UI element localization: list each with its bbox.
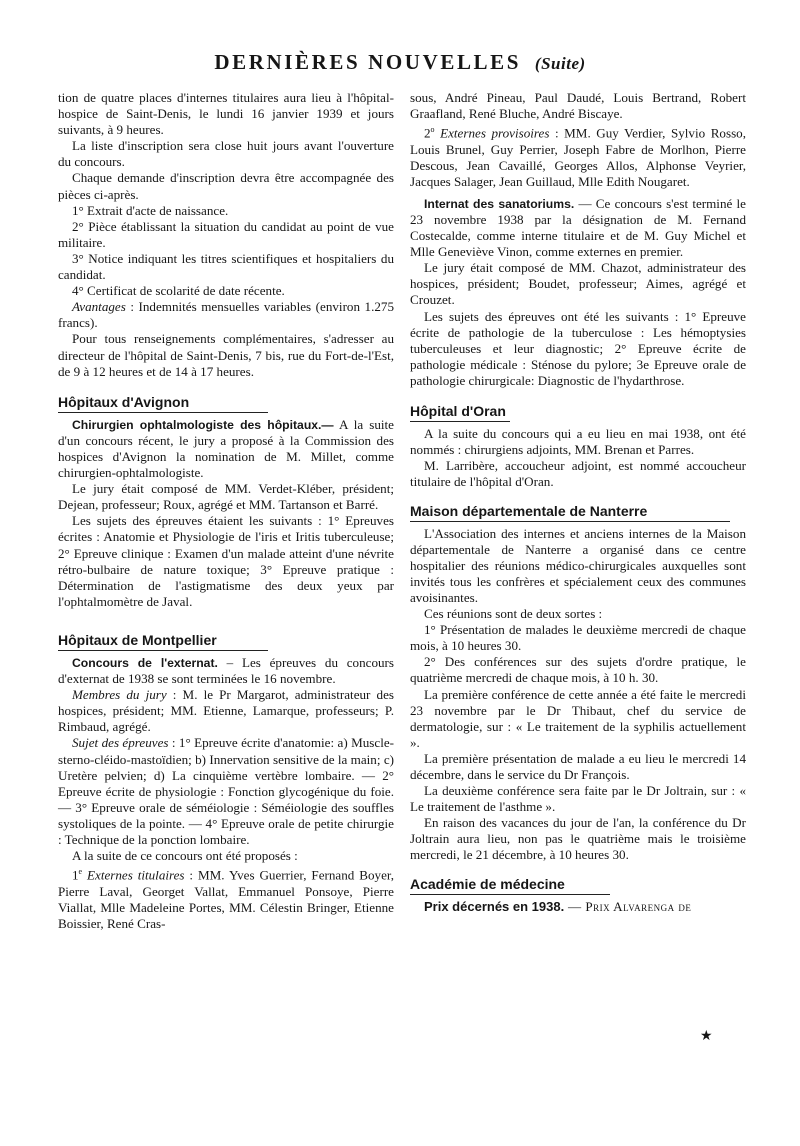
- sujet-text: : 1° Epreuve écrite d'anatomie: a) Muscle-sterno-cléido-mastoïdien; b) Innervation sensitive de la main; c) Uretère pelvien; d) La cinquième vertèbre lombaire. — 2° Epreuve écrite de physiologie : Fonction glycogénique du foie. — 3° Epreuve orale de séméiologie : Séméiologie des souffles systoliques de la pointe. — 4° Epreuve orale de petite chirurgie : Technique de la ponction lombaire.: [58, 735, 394, 848]
- section-heading-oran: Hôpital d'Oran: [410, 403, 510, 422]
- paragraph: [410, 899, 746, 915]
- paragraph: En raison des vacances du jour de l'an, la conférence du Dr Joltrain aura lieu, non pas le quatrième mais le troisième mercredi, le 21 décembre, à 10 heures 30.: [410, 815, 746, 863]
- jury-text: : M. le Pr Margarot, administrateur des hospices, président; MM. Etienne, Lamarque, professeurs; P. Rimbaud, agrégé.: [58, 687, 394, 735]
- run-in-heading: Internat des sanatoriums.: [424, 196, 575, 211]
- page-title: [0, 50, 800, 75]
- run-in-heading: Concours de l'externat.: [72, 656, 218, 670]
- paragraph: [58, 417, 394, 481]
- paragraph: Les sujets des épreuves étaient les suivants : 1° Epreuves écrites : Anatomie et Physiologie de l'iris et Iritis tuberculeuse; 2° Epreuve clinique : Examen d'un malade atteint d'une névrite rétro-bulbaire de nature toxique; 3° Epreuve pratique : Détermination de l'astigmatisme des deux yeux par l'ophtalmomètre de Javal.: [58, 513, 394, 609]
- run-in-heading: Prix décernés en 1938.: [424, 898, 565, 914]
- paragraph-avantages: [58, 299, 394, 331]
- paragraph: 4° Certificat de scolarité de date récente.: [72, 283, 285, 299]
- paragraph: 1° Extrait d'acte de naissance.: [72, 202, 229, 218]
- externes-provisoires-text: : MM. Guy Verdier, Sylvio Rosso, Louis Brunel, Guy Perrier, Joseph Fabre de Morlhon, Pierre Descous, Jean Cavaillé, Georges Allos, Alphonse Veyrier, Jacques Salager, Jean Guillaud, Mlle Edith Nougaret.: [410, 125, 746, 189]
- paragraph-text: — Prix Alvarenga de: [564, 898, 692, 914]
- paragraph: A la suite de ce concours ont été proposés :: [72, 848, 298, 864]
- avantages-label: Avantages: [72, 299, 126, 315]
- section-heading-avignon: Hôpitaux d'Avignon: [58, 394, 268, 413]
- section-heading-academie: Académie de médecine: [410, 876, 610, 895]
- paragraph: [58, 655, 394, 687]
- paragraph: 1e Externes titulaires : MM. Yves Guerrier, Fernand Boyer, Pierre Laval, Georget Vallat, Emmanuel Ponsoye, Pierre Viallat, Mlle Madeleine Portes, MM. Célestin Bringer, Etienne Boissier, René Cras-: [58, 867, 394, 931]
- run-in-heading: Chirurgien ophtalmologiste des hôpitaux.—: [72, 417, 334, 432]
- paragraph: L'Association des internes et anciens internes de la Maison départementale de Nanterre a organisé dans ce centre hospitalier des réunions médico-chirurgicales auxquelles sont invités tous les confrères et spécialement ceux des communes avoisinantes.: [410, 525, 746, 605]
- page-title-text: DERNIÈRES NOUVELLES: [214, 50, 522, 74]
- paragraph: A la suite du concours qui a eu lieu en mai 1938, ont été nommés : chirurgiens adjoints, MM. Brenan et Parres.: [410, 426, 746, 458]
- star-icon: ★: [700, 1028, 713, 1044]
- paragraph: [410, 196, 746, 260]
- sujet-label: Sujet des épreuves: [72, 735, 169, 751]
- avantages-text: : Indemnités mensuelles variables (environ 1.275 francs).: [58, 299, 394, 331]
- paragraph: Ces réunions sont de deux sortes :: [424, 606, 603, 622]
- externes-titulaires-text: : MM. Yves Guerrier, Fernand Boyer, Pierre Laval, Georget Vallat, Emmanuel Ponsoye, Pierre Viallat, Mlle Madeleine Portes, MM. Célestin Bringer, Etienne Boissier, René Cras-: [58, 867, 394, 931]
- paragraph: Le jury était composé de MM. Chazot, administrateur des hospices, président; Boudet, professeur; Aimes, agrégé et Crouzet.: [410, 260, 746, 308]
- paragraph-text: A la suite d'un concours récent, le jury a proposé à la Commission des hospices d'Avignon la nomination de M. Millet, comme chirurgien-ophtalmologiste.: [58, 416, 394, 481]
- jury-label: Membres du jury: [72, 687, 167, 703]
- paragraph: Chaque demande d'inscription devra être accompagnée des pièces ci-après.: [58, 170, 394, 202]
- paragraph: La première présentation de malade a eu lieu le mercredi 14 décembre, dans le service du Dr François.: [410, 750, 746, 783]
- paragraph: 2° Des conférences sur des sujets d'ordre pratique, le quatrième mercredi de chaque mois, à 10 h. 30.: [410, 654, 746, 686]
- paragraph-text: – Les épreuves du concours d'externat de 1938 se sont terminées le 16 novembre.: [58, 655, 394, 687]
- page-title-suite: (Suite): [534, 54, 586, 73]
- paragraph: [58, 735, 394, 848]
- paragraph: Pour tous renseignements complémentaires, s'adresser au directeur de l'hôpital de Saint-Denis, 7 bis, rue du Fort-de-l'Est, de 9 à 12 heures et de 14 à 17 heures.: [58, 331, 394, 379]
- paragraph: [58, 687, 394, 735]
- paragraph: La deuxième conférence sera faite par le Dr Joltrain, sur : « Le traitement de l'asthme ».: [410, 783, 746, 815]
- paragraph: sous, André Pineau, Paul Daudé, Louis Bertrand, Robert Graafland, René Bluche, André Biscaye.: [410, 90, 746, 122]
- paragraph: tion de quatre places d'internes titulaires aura lieu à l'hôpital-hospice de Saint-Denis, le lundi 16 janvier 1939 et jours suivants, à 9 heures.: [58, 90, 394, 138]
- externes-provisoires-label: Externes provisoires: [440, 125, 550, 141]
- paragraph: La première conférence de cette année a été faite le mercredi 23 novembre par le Dr Thibaut, chef du service de dermatologie, sur : « Le traitement de la syphilis actuellement ».: [410, 686, 746, 750]
- right-column: [410, 90, 746, 915]
- paragraph: 2° Pièce établissant la situation du candidat au point de vue militaire.: [58, 218, 394, 250]
- paragraph: Les sujets des épreuves ont été les suivants : 1° Epreuve écrite de pathologie de la tuberculose : Les hémoptysies tuberculeuses et leur diagnostic; 2° Epreuve écrite de pathologie médicale : Sténose du pylore; 3e Epreuve orale de pathologie chirurgicale: Diagnostic de l'hydarthrose.: [410, 308, 746, 388]
- paragraph: 1° Présentation de malades le deuxième mercredi de chaque mois, à 10 heures 30.: [410, 622, 746, 654]
- section-heading-montpellier: Hôpitaux de Montpellier: [58, 632, 268, 651]
- section-heading-nanterre: Maison départementale de Nanterre: [410, 503, 730, 522]
- paragraph: La liste d'inscription sera close huit jours avant l'ouverture du concours.: [58, 138, 394, 170]
- externes-titulaires-label: Externes titulaires: [87, 867, 185, 883]
- paragraph: 3° Notice indiquant les titres scientifiques et hospitaliers du candidat.: [58, 250, 394, 283]
- left-column: [58, 90, 394, 932]
- paragraph: M. Larribère, accoucheur adjoint, est nommé accoucheur titulaire de l'hôpital d'Oran.: [410, 458, 746, 490]
- paragraph: 2$^o$ Externes provisoires : MM. Guy Verdier, Sylvio Rosso, Louis Brunel, Guy Perrier, Joseph Fabre de Morlhon, Pierre Descous, Jean Cavaillé, Georges Allos, Alphonse Veyrier, Jacques Salager, Jean Guillaud, Mlle Edith Nougaret.: [410, 125, 746, 189]
- paragraph: Le jury était composé de MM. Verdet-Kléber, président; Dejean, professeur; Roux, agrégé et MM. Tartanson et Barré.: [58, 481, 394, 513]
- paragraph-text: — Ce concours s'est terminé le 23 novembre 1938 par la désignation de M. Fernand Costecalde, comme interne titulaire et de M. Guy Michel et Mlle Geneviève Vinon, comme externes en premier.: [410, 195, 746, 260]
